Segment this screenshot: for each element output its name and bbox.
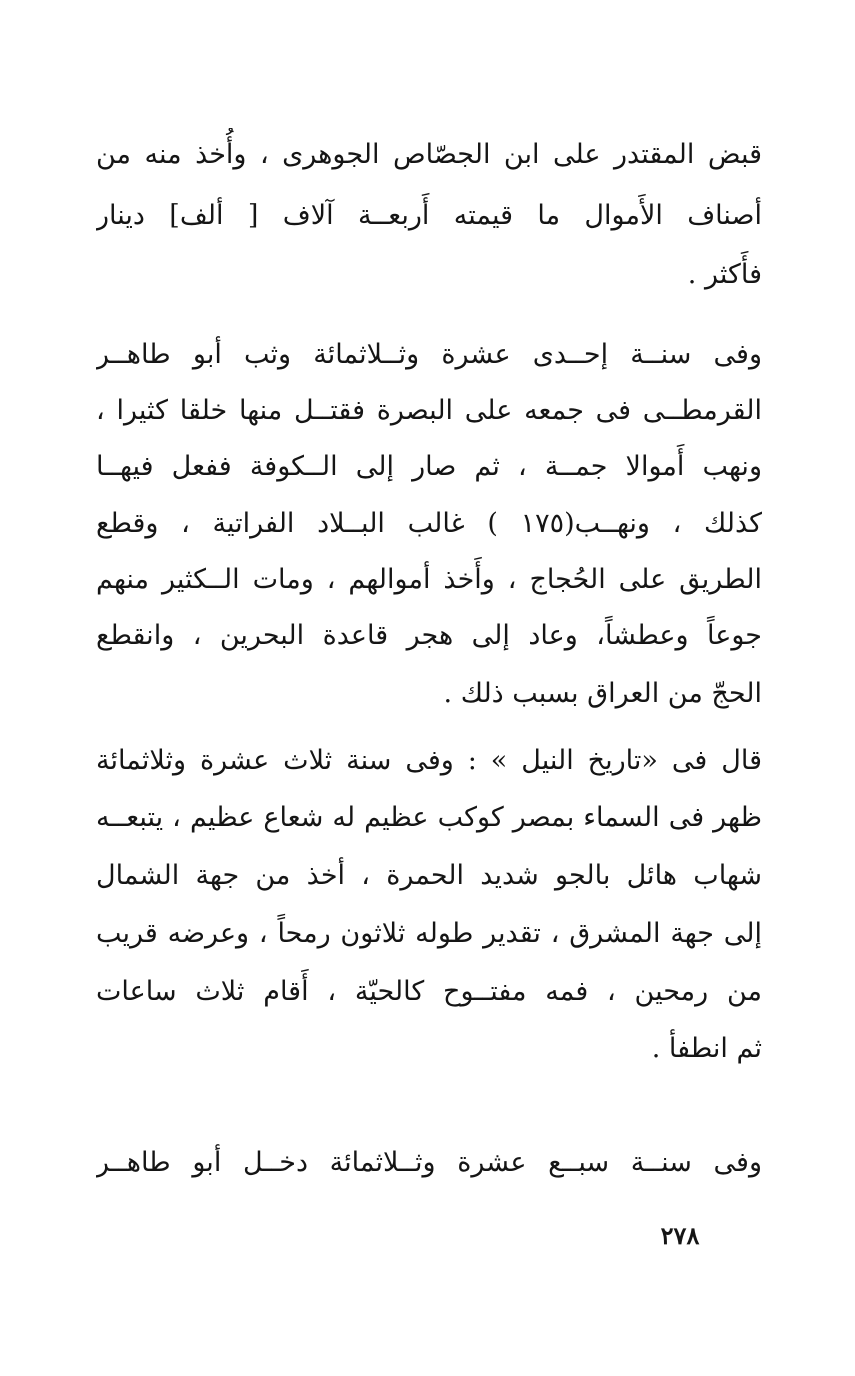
text-line: شهاب هائل بالجو شديد الحمرة ، أخذ من جهة الشمال	[96, 860, 762, 891]
text-line: وفى سنــة سبــع عشرة وثــلاثمائة دخــل أبو طاهــر	[96, 1147, 762, 1178]
text-line: قبض المقتدر على ابن الجصّاص الجوهرى ، وأُخذ منه من	[96, 139, 762, 170]
text-line: ونهب أَموالا جمــة ، ثم صار إلى الــكوفة ففعل فيهــا	[96, 451, 762, 482]
text-line: القرمطــى فى جمعه على البصرة فقتــل منها خلقا كثيرا ،	[96, 395, 762, 426]
page-number: ٢٧٨	[660, 1221, 700, 1250]
text-line: ثم انطفأ .	[651, 1033, 762, 1064]
text-line: وفى سنــة إحــدى عشرة وثــلاثمائة وثب أبو طاهــر	[96, 339, 762, 370]
text-line: كذلك ، ونهــب(١٧٥ ) غالب البــلاد الفراتية ، وقطع	[96, 508, 762, 539]
text-line: إلى جهة المشرق ، تقدير طوله ثلاثون رمحاً ، وعرضه قريب	[96, 918, 762, 949]
text-line: من رمحين ، فمه مفتــوح كالحيّة ، أَقام ثلاث ساعات	[96, 976, 762, 1007]
text-line: فأَكثر .	[687, 259, 762, 290]
text-line: الطريق على الحُجاج ، وأَخذ أموالهم ، ومات الــكثير منهم	[96, 564, 762, 595]
text-line: ظهر فى السماء بمصر كوكب عظيم له شعاع عظيم ، يتبعــه	[96, 802, 762, 833]
text-line: أصناف الأَموال ما قيمته أَربعــة آلاف [ ألف] دينار	[96, 200, 762, 231]
text-line: الحجّ من العراق بسبب ذلك .	[443, 678, 762, 709]
text-line: جوعاً وعطشاً، وعاد إلى هجر قاعدة البحرين ، وانقطع	[96, 620, 762, 651]
text-line: قال فى «تاريخ النيل » : وفى سنة ثلاث عشرة وثلاثمائة	[96, 745, 762, 776]
